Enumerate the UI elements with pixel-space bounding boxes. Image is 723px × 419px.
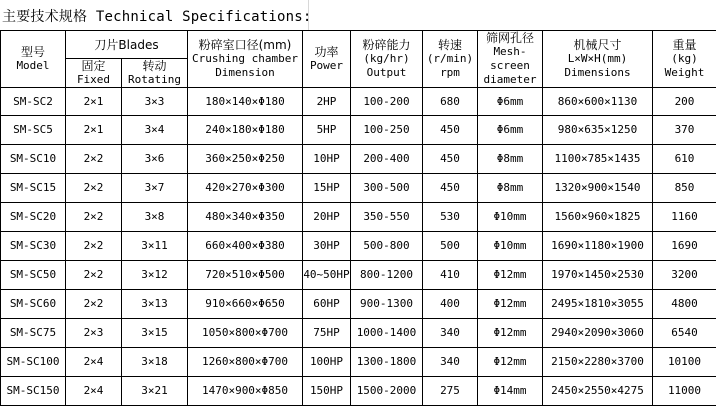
cell-mesh: Φ8mm <box>478 145 543 174</box>
cell-dimensions: 1100×785×1435 <box>543 145 653 174</box>
cell-dimensions: 2150×2280×3700 <box>543 348 653 377</box>
table-row <box>1 232 717 261</box>
cell-fixed: 2×4 <box>66 377 122 406</box>
cell-power: 2HP <box>303 88 351 116</box>
cell-chamber: 720×510×Φ500 <box>188 261 303 290</box>
cell-output: 100-200 <box>351 88 423 116</box>
cell-speed: 275 <box>423 377 478 406</box>
cell-model: SM-SC150 <box>1 377 66 406</box>
page-title: 主要技术规格 Technical Specifications: <box>2 9 312 25</box>
cell-dimensions: 2495×1810×3055 <box>543 290 653 319</box>
header-weight: 重量 (kg) Weight <box>653 31 717 88</box>
cell-model: SM-SC20 <box>1 203 66 232</box>
cell-model: SM-SC50 <box>1 261 66 290</box>
cell-weight: 370 <box>653 116 717 145</box>
header-mesh: 筛网孔径 Mesh- screen diameter <box>478 31 543 88</box>
table-row <box>1 88 717 116</box>
table-row <box>1 319 717 348</box>
cell-speed: 450 <box>423 174 478 203</box>
table-row <box>1 116 717 145</box>
cell-power: 40~50HP <box>303 261 351 290</box>
cell-fixed: 2×1 <box>66 116 122 145</box>
cell-power: 100HP <box>303 348 351 377</box>
table-row <box>1 203 717 232</box>
cell-dimensions: 2450×2550×4275 <box>543 377 653 406</box>
header-chamber: 粉碎室口径(mm) Crushing chamber Dimension <box>188 31 303 88</box>
cell-rotating: 3×13 <box>122 290 188 319</box>
cell-speed: 500 <box>423 232 478 261</box>
cell-power: 5HP <box>303 116 351 145</box>
cell-rotating: 3×7 <box>122 174 188 203</box>
title-row <box>0 0 723 31</box>
cell-weight: 1690 <box>653 232 717 261</box>
cell-weight: 10100 <box>653 348 717 377</box>
cell-chamber: 240×180×Φ180 <box>188 116 303 145</box>
cell-fixed: 2×1 <box>66 88 122 116</box>
cell-model: SM-SC75 <box>1 319 66 348</box>
cell-model: SM-SC15 <box>1 174 66 203</box>
cell-mesh: Φ12mm <box>478 290 543 319</box>
cell-output: 200-400 <box>351 145 423 174</box>
cell-chamber: 180×140×Φ180 <box>188 88 303 116</box>
cell-model: SM-SC10 <box>1 145 66 174</box>
cell-dimensions: 860×600×1130 <box>543 88 653 116</box>
cell-output: 350-550 <box>351 203 423 232</box>
cell-power: 150HP <box>303 377 351 406</box>
table-row <box>1 290 717 319</box>
header-blades-rotating: 转动 Rotating <box>122 59 188 88</box>
cell-mesh: Φ8mm <box>478 174 543 203</box>
cell-weight: 1160 <box>653 203 717 232</box>
cell-power: 10HP <box>303 145 351 174</box>
cell-mesh: Φ12mm <box>478 348 543 377</box>
cell-model: SM-SC60 <box>1 290 66 319</box>
cell-chamber: 480×340×Φ350 <box>188 203 303 232</box>
table-row <box>1 261 717 290</box>
cell-rotating: 3×4 <box>122 116 188 145</box>
cell-dimensions: 1690×1180×1900 <box>543 232 653 261</box>
cell-output: 800-1200 <box>351 261 423 290</box>
cell-speed: 340 <box>423 319 478 348</box>
cell-dimensions: 1560×960×1825 <box>543 203 653 232</box>
cell-rotating: 3×6 <box>122 145 188 174</box>
header-model: 型号 Model <box>1 31 66 88</box>
cell-chamber: 660×400×Φ380 <box>188 232 303 261</box>
cell-output: 300-500 <box>351 174 423 203</box>
cell-mesh: Φ10mm <box>478 232 543 261</box>
cell-mesh: Φ6mm <box>478 116 543 145</box>
cell-power: 75HP <box>303 319 351 348</box>
cell-weight: 610 <box>653 145 717 174</box>
cell-rotating: 3×15 <box>122 319 188 348</box>
cell-speed: 530 <box>423 203 478 232</box>
cell-output: 1000-1400 <box>351 319 423 348</box>
header-power: 功率 Power <box>303 31 351 88</box>
cell-speed: 410 <box>423 261 478 290</box>
cell-model: SM-SC30 <box>1 232 66 261</box>
cell-dimensions: 2940×2090×3060 <box>543 319 653 348</box>
header-blades-fixed: 固定 Fixed <box>66 59 122 88</box>
cell-rotating: 3×3 <box>122 88 188 116</box>
cell-output: 1500-2000 <box>351 377 423 406</box>
cell-power: 30HP <box>303 232 351 261</box>
cell-power: 60HP <box>303 290 351 319</box>
cell-chamber: 1470×900×Φ850 <box>188 377 303 406</box>
header-speed: 转速 (r/min) rpm <box>423 31 478 88</box>
cell-weight: 4800 <box>653 290 717 319</box>
specs-table-body <box>1 88 717 406</box>
cell-speed: 450 <box>423 145 478 174</box>
cell-chamber: 1260×800×Φ700 <box>188 348 303 377</box>
cell-weight: 200 <box>653 88 717 116</box>
cell-chamber: 1050×800×Φ700 <box>188 319 303 348</box>
cell-fixed: 2×3 <box>66 319 122 348</box>
cell-model: SM-SC5 <box>1 116 66 145</box>
cell-fixed: 2×2 <box>66 203 122 232</box>
cell-output: 900-1300 <box>351 290 423 319</box>
cell-output: 500-800 <box>351 232 423 261</box>
cell-rotating: 3×12 <box>122 261 188 290</box>
cell-power: 15HP <box>303 174 351 203</box>
cell-weight: 6540 <box>653 319 717 348</box>
cell-speed: 680 <box>423 88 478 116</box>
cell-fixed: 2×2 <box>66 232 122 261</box>
cell-chamber: 420×270×Φ300 <box>188 174 303 203</box>
cell-rotating: 3×8 <box>122 203 188 232</box>
cell-speed: 450 <box>423 116 478 145</box>
cell-mesh: Φ10mm <box>478 203 543 232</box>
cell-mesh: Φ14mm <box>478 377 543 406</box>
cell-dimensions: 1320×900×1540 <box>543 174 653 203</box>
table-row <box>1 348 717 377</box>
cell-dimensions: 1970×1450×2530 <box>543 261 653 290</box>
cell-power: 20HP <box>303 203 351 232</box>
cell-output: 1300-1800 <box>351 348 423 377</box>
cell-chamber: 910×660×Φ650 <box>188 290 303 319</box>
table-row <box>1 377 717 406</box>
cell-mesh: Φ12mm <box>478 261 543 290</box>
cell-mesh: Φ6mm <box>478 88 543 116</box>
cell-rotating: 3×21 <box>122 377 188 406</box>
cell-fixed: 2×2 <box>66 261 122 290</box>
header-row-top <box>1 31 717 59</box>
cell-rotating: 3×11 <box>122 232 188 261</box>
cell-model: SM-SC100 <box>1 348 66 377</box>
cell-fixed: 2×4 <box>66 348 122 377</box>
cell-dimensions: 980×635×1250 <box>543 116 653 145</box>
cell-output: 100-250 <box>351 116 423 145</box>
cell-weight: 11000 <box>653 377 717 406</box>
cell-fixed: 2×2 <box>66 145 122 174</box>
header-output: 粉碎能力 (kg/hr) Output <box>351 31 423 88</box>
specs-table <box>0 30 717 406</box>
cell-weight: 3200 <box>653 261 717 290</box>
cell-speed: 400 <box>423 290 478 319</box>
table-row <box>1 174 717 203</box>
cell-speed: 340 <box>423 348 478 377</box>
cell-fixed: 2×2 <box>66 290 122 319</box>
cell-model: SM-SC2 <box>1 88 66 116</box>
cell-mesh: Φ12mm <box>478 319 543 348</box>
header-dimensions: 机械尺寸 L×W×H(mm) Dimensions <box>543 31 653 88</box>
cell-fixed: 2×2 <box>66 174 122 203</box>
cell-weight: 850 <box>653 174 717 203</box>
gridline-divider <box>308 0 309 30</box>
cell-chamber: 360×250×Φ250 <box>188 145 303 174</box>
cell-rotating: 3×18 <box>122 348 188 377</box>
header-blades: 刀片Blades <box>66 31 188 59</box>
table-row <box>1 145 717 174</box>
right-margin <box>716 30 723 419</box>
